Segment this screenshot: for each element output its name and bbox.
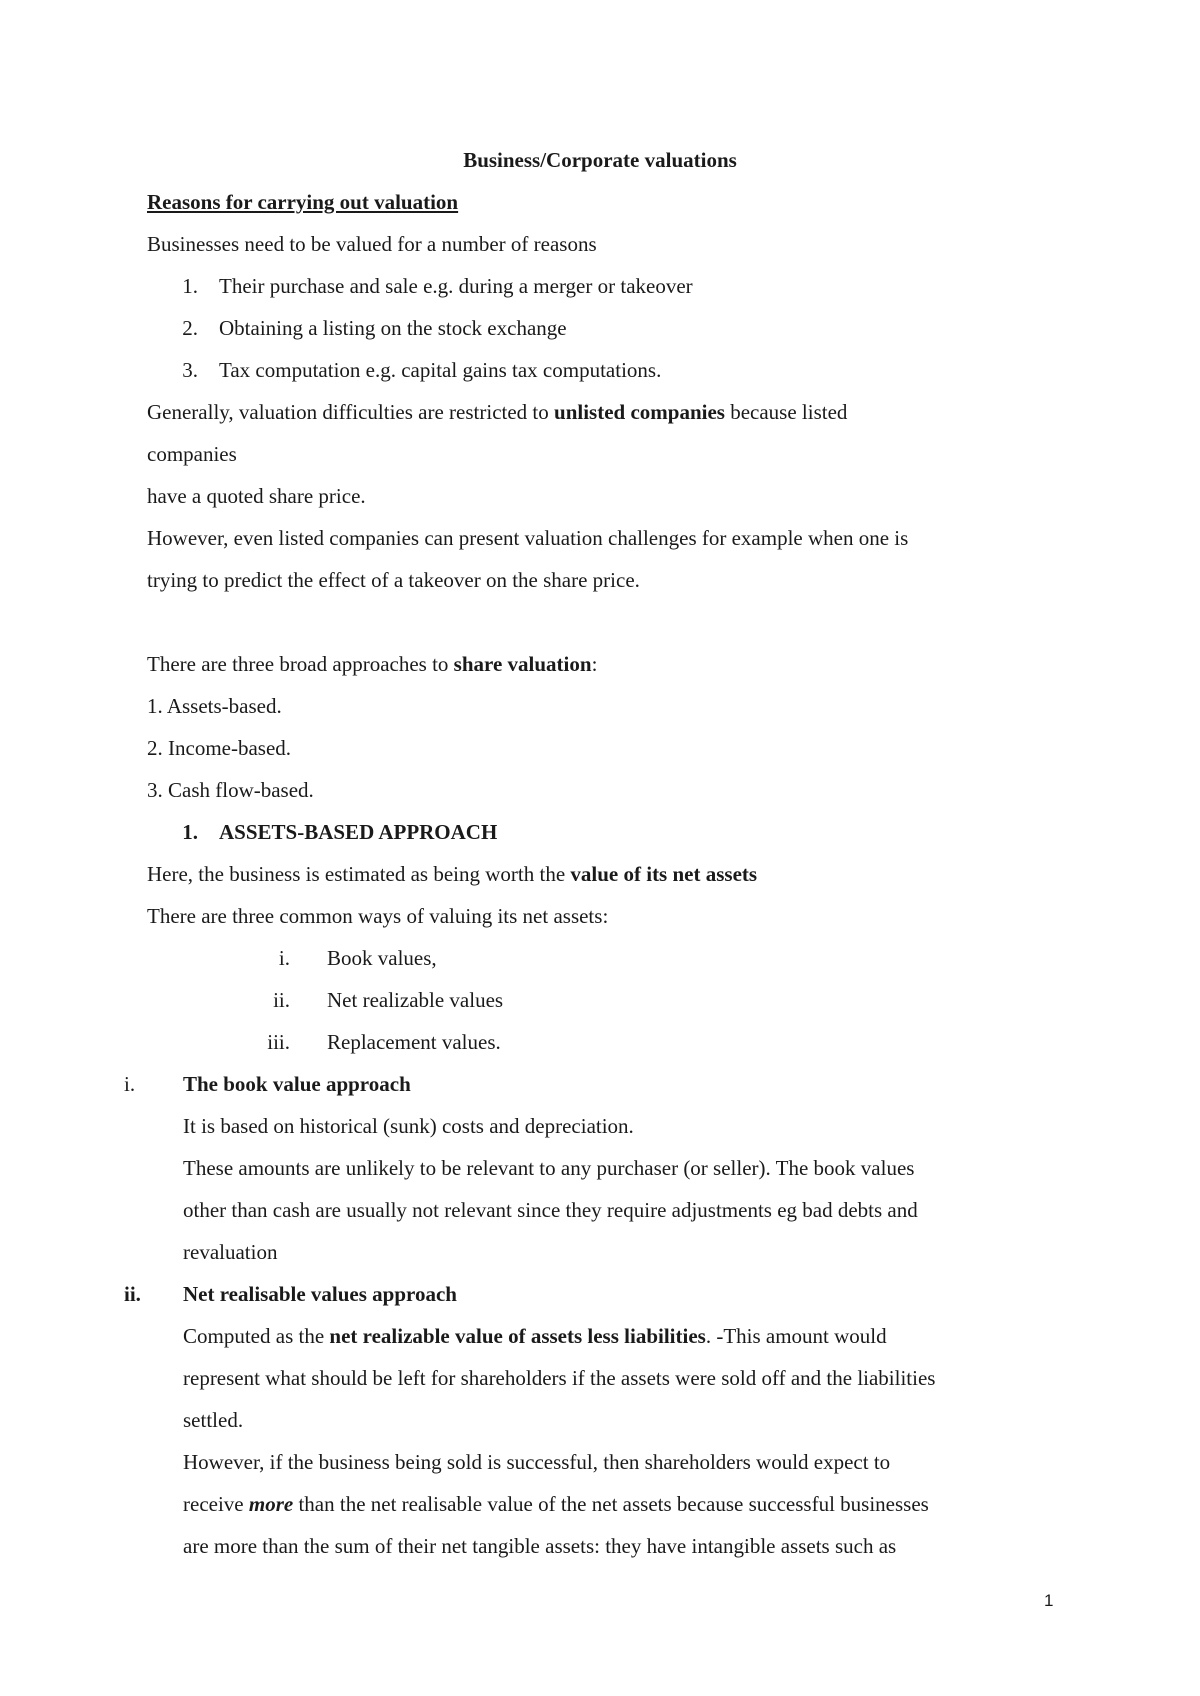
paragraph-line: other than cash are usually not relevant since they require adjustments eg bad debts and <box>183 1198 918 1222</box>
emphasis-text: value of its net assets <box>570 862 758 886</box>
section-number: 1. <box>182 820 198 844</box>
paragraph-text: receive <box>183 1492 249 1516</box>
paragraph-line: are more than the sum of their net tangible assets: they have intangible assets such as <box>183 1534 897 1558</box>
valuation-way: Net realizable values <box>327 988 504 1012</box>
paragraph-text: than the net realisable value of the net assets because successful businesses <box>293 1492 929 1516</box>
valuation-way: Book values, <box>327 946 437 970</box>
paragraph-text: Generally, valuation difficulties are restricted to <box>147 400 555 424</box>
subsection-heading: Net realisable values approach <box>183 1282 457 1306</box>
paragraph-text: There are three broad approaches to <box>147 652 454 676</box>
paragraph-line: settled. <box>183 1408 244 1432</box>
paragraph-line: However, if the business being sold is successful, then shareholders would expect to <box>183 1450 891 1474</box>
paragraph-line: companies <box>147 442 237 466</box>
paragraph-unlisted <box>147 402 847 423</box>
paragraph-line: It is based on historical (sunk) costs and depreciation. <box>183 1114 634 1138</box>
subsection-number: ii. <box>124 1282 141 1306</box>
paragraph-line: revaluation <box>183 1240 278 1264</box>
paragraph-line: There are three common ways of valuing its net assets: <box>147 904 609 928</box>
reason-text: Obtaining a listing on the stock exchange <box>219 316 567 340</box>
emphasis-text: unlisted companies <box>554 400 725 424</box>
paragraph-line: These amounts are unlikely to be relevant to any purchaser (or seller). The book values <box>183 1156 915 1180</box>
approaches-intro <box>147 654 597 675</box>
assets-paragraph <box>147 864 757 885</box>
emphasis-text: net realizable value of assets less liabilities <box>329 1324 706 1348</box>
nrv-paragraph <box>183 1326 887 1347</box>
section-heading: ASSETS-BASED APPROACH <box>219 820 498 844</box>
paragraph-text: Here, the business is estimated as being worth the <box>147 862 571 886</box>
emphasis-text: more <box>248 1492 294 1516</box>
paragraph-line: However, even listed companies can present valuation challenges for example when one is <box>147 526 909 550</box>
paragraph-text: Computed as the <box>183 1324 330 1348</box>
valuation-way: Replacement values. <box>327 1030 501 1054</box>
emphasis-text: share valuation <box>453 652 592 676</box>
reason-number: 3. <box>182 358 198 382</box>
subsection-heading: The book value approach <box>183 1072 411 1096</box>
reason-number: 2. <box>182 316 198 340</box>
roman-number: i. <box>278 946 290 970</box>
reasons-intro: Businesses need to be valued for a number of reasons <box>147 232 597 256</box>
paragraph-line: have a quoted share price. <box>147 484 366 508</box>
approach-item: 2. Income-based. <box>147 736 292 760</box>
reason-text: Tax computation e.g. capital gains tax computations. <box>219 358 662 382</box>
reason-number: 1. <box>182 274 198 298</box>
roman-number: iii. <box>267 1030 290 1054</box>
approach-item: 1. Assets-based. <box>147 694 282 718</box>
paragraph-line: represent what should be left for shareholders if the assets were sold off and the liabilities <box>183 1366 936 1390</box>
paragraph-text: . -This amount would <box>705 1324 887 1348</box>
page-number: 1 <box>1044 1591 1054 1610</box>
reasons-heading: Reasons for carrying out valuation <box>147 190 459 214</box>
paragraph-text: : <box>591 652 598 676</box>
document-title: Business/Corporate valuations <box>463 148 737 172</box>
reason-text: Their purchase and sale e.g. during a merger or takeover <box>219 274 693 298</box>
nrv-paragraph-more <box>183 1494 929 1515</box>
roman-number: ii. <box>273 988 290 1012</box>
subsection-number: i. <box>124 1072 136 1096</box>
approach-item: 3. Cash flow-based. <box>147 778 314 802</box>
paragraph-text: because listed <box>724 400 848 424</box>
paragraph-line: trying to predict the effect of a takeover on the share price. <box>147 568 640 592</box>
